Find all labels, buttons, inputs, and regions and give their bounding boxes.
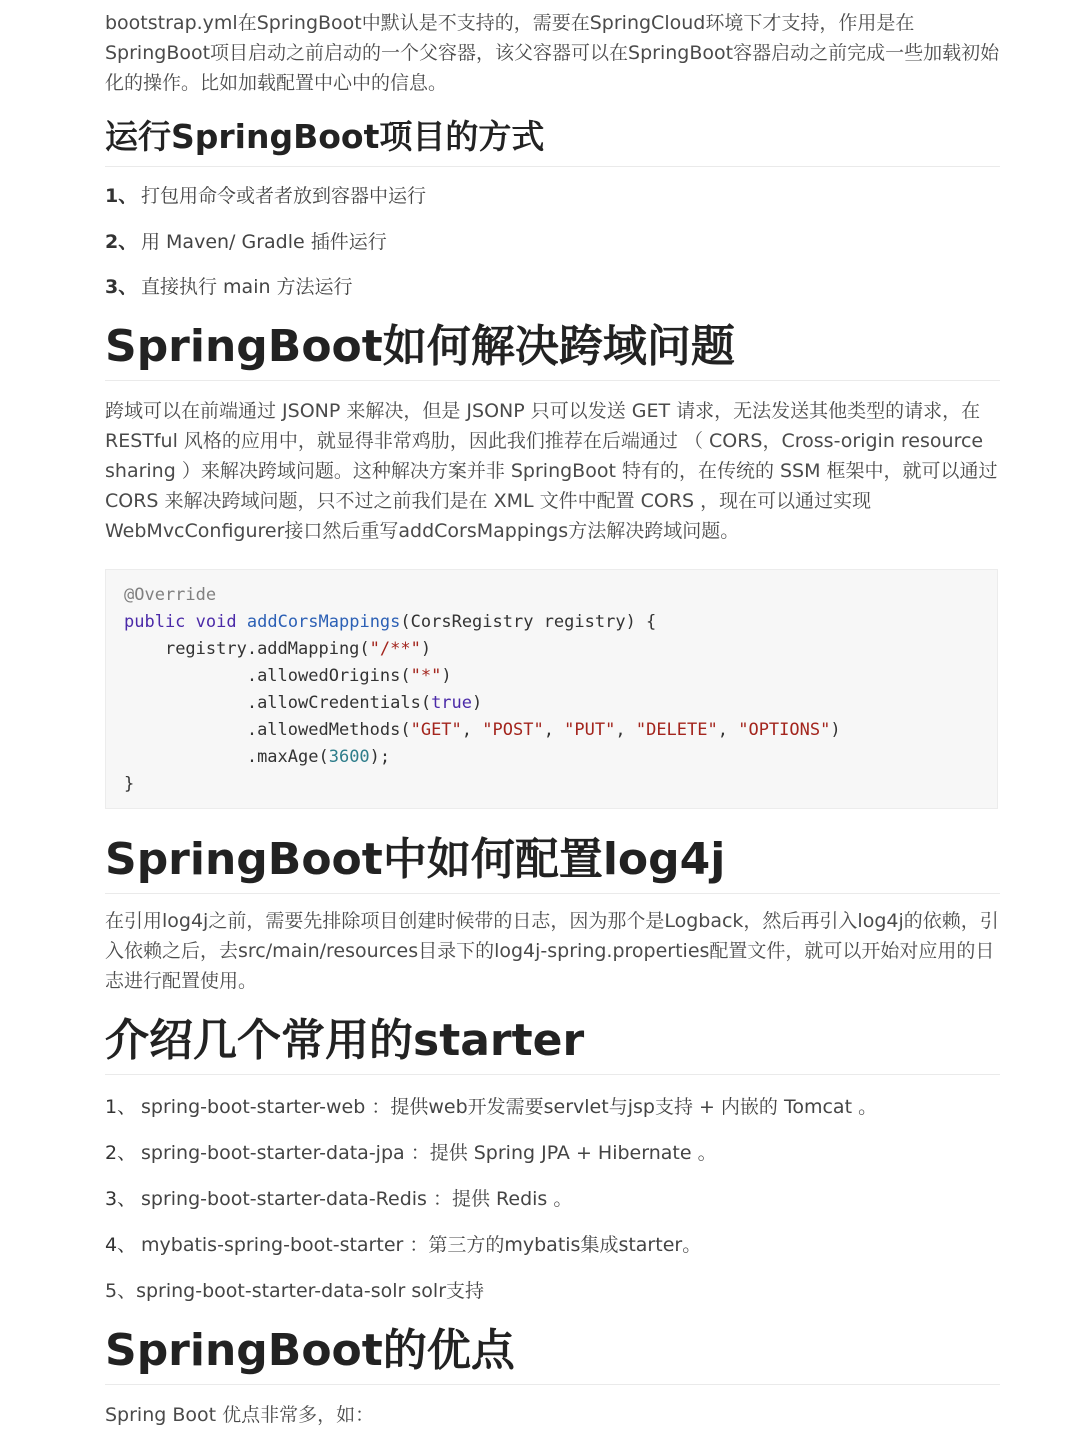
list-number: 2、 <box>105 1142 137 1164</box>
intro-paragraph: bootstrap.yml在SpringBoot中默认是不支持的，需要在SpringCloud环境下才支持，作用是在SpringBoot项目启动之前启动的一个父容器，该父容器可以在SpringBoot容器启动之前完成一些加载初始化的操作。比如加载配置中心中的信息。 <box>105 12 1000 94</box>
list-number: 1、 <box>105 185 138 207</box>
list-item <box>105 183 426 209</box>
heading-advantages: SpringBoot的优点 <box>105 1322 1000 1385</box>
cors-paragraph: 跨域可以在前端通过 JSONP 来解决，但是 JSONP 只可以发送 GET 请求，无法发送其他类型的请求，在 RESTful 风格的应用中，就显得非常鸡肋，因此我们推荐在后端通过 （ CORS，Cross-origin resource sharing ）来解决跨域问题。这种解决方案并非 SpringBoot 特有的，在传统的 SSM 框架中，就可以通过 CORS 来解决跨域问题，只不过之前我们是在 XML 文件中配置 CORS ，现在可以通过实现WebMvcConfigurer接口然后重写addCorsMappings方法解决跨域问题。 <box>105 400 998 542</box>
code-line: .allowCredentials(true) <box>246 693 483 713</box>
list-item <box>105 1186 572 1212</box>
list-text: 5、spring-boot-starter-data-solr solr支持 <box>105 1280 485 1302</box>
heading-run-methods: 运行SpringBoot项目的方式 <box>105 114 1000 167</box>
list-number: 2、 <box>105 231 138 253</box>
list-item <box>105 1094 877 1120</box>
list-text: spring-boot-starter-data-Redis ：提供 Redis 。 <box>141 1188 573 1210</box>
list-number: 1、 <box>105 1096 137 1118</box>
heading-cors: SpringBoot如何解决跨域问题 <box>105 318 1000 381</box>
list-number: 3、 <box>105 276 138 298</box>
code-line: .allowedMethods("GET", "POST", "PUT", "DELETE", "OPTIONS") <box>246 720 841 740</box>
list-item <box>105 1232 701 1258</box>
list-item <box>105 1140 717 1166</box>
list-number: 3、 <box>105 1188 137 1210</box>
list-text: mybatis-spring-boot-starter ：第三方的mybatis集成starter。 <box>141 1234 702 1256</box>
code-block <box>105 569 998 809</box>
list-number: 4、 <box>105 1234 137 1256</box>
heading-log4j: SpringBoot中如何配置log4j <box>105 831 1000 894</box>
list-text: 用 Maven/ Gradle 插件运行 <box>141 231 387 253</box>
code-line: .maxAge(3600); <box>246 747 391 767</box>
code-line: @Override <box>124 585 217 605</box>
list-text: spring-boot-starter-web ：提供web开发需要servlet与jsp支持 + 内嵌的 Tomcat 。 <box>141 1096 878 1118</box>
code-line: registry.addMapping("/**") <box>164 639 432 659</box>
code-line: } <box>124 774 135 794</box>
list-text: 打包用命令或者者放到容器中运行 <box>141 185 427 207</box>
list-item <box>105 229 387 255</box>
heading-starters: 介绍几个常用的starter <box>105 1012 1000 1075</box>
log4j-paragraph: 在引用log4j之前，需要先排除项目创建时候带的日志，因为那个是Logback，然后再引入log4j的依赖，引入依赖之后，去src/main/resources目录下的log4j-spring.properties配置文件，就可以开始对应用的日志进行配置使用。 <box>105 910 999 992</box>
code-line: public void addCorsMappings(CorsRegistry registry) { <box>124 612 657 632</box>
advantages-paragraph: Spring Boot 优点非常多，如： <box>105 1404 375 1426</box>
list-item <box>105 274 353 300</box>
list-text: 直接执行 main 方法运行 <box>141 276 353 298</box>
code-line: .allowedOrigins("*") <box>246 666 452 686</box>
list-text: spring-boot-starter-data-jpa ：提供 Spring JPA + Hibernate 。 <box>141 1142 717 1164</box>
list-item <box>105 1278 484 1304</box>
